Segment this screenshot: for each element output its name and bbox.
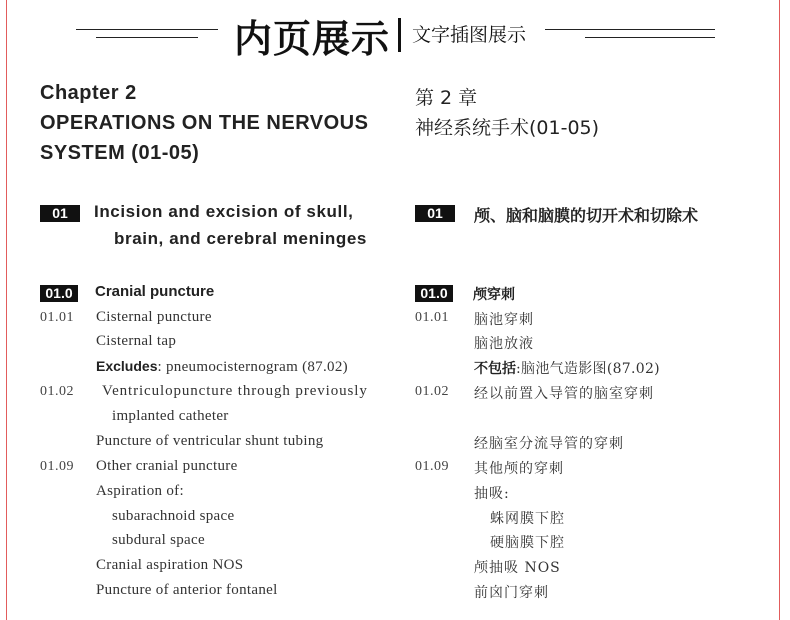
section-badge-en: 01 [40, 205, 80, 222]
item-shunt-puncture-en: Puncture of ventricular shunt tubing [96, 433, 324, 449]
chapter-title-en-line1: OPERATIONS ON THE NERVOUS [40, 112, 369, 134]
banner-rule-right-inner [585, 37, 715, 38]
excludes-label-en: Excludes [96, 358, 158, 374]
banner-divider [398, 18, 401, 52]
chapter-label-en: Chapter 2 [40, 82, 137, 104]
code-0102-zh: 01.02 [415, 384, 449, 399]
excludes-text-zh: :脑池气造影图(87.02) [516, 361, 660, 377]
item-aspiration-of-zh: 抽吸: [474, 486, 510, 502]
code-0101-zh: 01.01 [415, 310, 449, 325]
banner-title: 内页展示 [234, 17, 391, 61]
excludes-note-en [96, 358, 348, 376]
item-other-cranial-en: Other cranial puncture [96, 458, 238, 474]
item-subarachnoid-zh: 蛛网膜下腔 [490, 511, 565, 527]
item-cranial-aspiration-en: Cranial aspiration NOS [96, 557, 244, 573]
chapter-title-en-line2: SYSTEM (01-05) [40, 142, 200, 164]
code-0109-zh: 01.09 [415, 459, 449, 474]
excludes-label-zh: 不包括 [474, 361, 516, 377]
excludes-text-en: : pneumocisternogram (87.02) [157, 359, 348, 375]
chapter-title-zh: 神经系统手术(01-05) [415, 117, 600, 139]
item-subarachnoid-en: subarachnoid space [112, 508, 235, 524]
subsection-badge-en: 01.0 [40, 285, 78, 302]
section-badge-zh: 01 [415, 205, 455, 222]
subsection-title-en: Cranial puncture [95, 283, 215, 300]
item-cisternal-puncture-zh: 脑池穿刺 [474, 312, 534, 328]
section-title-en-line1: Incision and excision of skull, [94, 202, 354, 221]
banner-subtitle: 文字插图展示 [412, 24, 527, 46]
banner-rule-left-inner [96, 37, 198, 38]
item-cranial-aspiration-zh: 颅抽吸 NOS [474, 560, 561, 576]
item-aspiration-of-en: Aspiration of: [96, 483, 184, 499]
item-cisternal-puncture-en: Cisternal puncture [96, 309, 212, 325]
page-border-right [779, 0, 780, 620]
excludes-note-zh [474, 358, 660, 378]
item-other-cranial-zh: 其他颅的穿刺 [474, 461, 564, 477]
section-title-zh: 颅、脑和脑膜的切开术和切除术 [474, 206, 699, 225]
code-0102-en: 01.02 [40, 384, 74, 399]
banner-rule-left [76, 29, 218, 30]
banner-rule-right [545, 29, 715, 30]
item-ventriculopuncture-en-line2: implanted catheter [112, 408, 229, 424]
item-cisternal-tap-en: Cisternal tap [96, 333, 177, 349]
page-border-left [6, 0, 7, 620]
item-subdural-zh: 硬脑膜下腔 [490, 535, 565, 551]
code-0109-en: 01.09 [40, 459, 74, 474]
item-ventriculopuncture-en-line1: Ventriculopuncture through previously [102, 383, 368, 399]
item-fontanel-zh: 前囟门穿刺 [474, 585, 549, 601]
subsection-title-zh: 颅穿刺 [473, 287, 515, 303]
item-subdural-en: subdural space [112, 532, 205, 548]
subsection-badge-zh: 01.0 [415, 285, 453, 302]
chapter-label-zh: 第 2 章 [415, 87, 478, 109]
code-0101-en: 01.01 [40, 310, 74, 325]
section-title-en-line2: brain, and cerebral meninges [114, 229, 367, 248]
item-ventriculopuncture-zh: 经以前置入导管的脑室穿刺 [474, 386, 654, 402]
item-shunt-puncture-zh: 经脑室分流导管的穿刺 [474, 436, 624, 452]
item-fontanel-en: Puncture of anterior fontanel [96, 582, 278, 598]
item-cisternal-tap-zh: 脑池放液 [474, 336, 534, 352]
